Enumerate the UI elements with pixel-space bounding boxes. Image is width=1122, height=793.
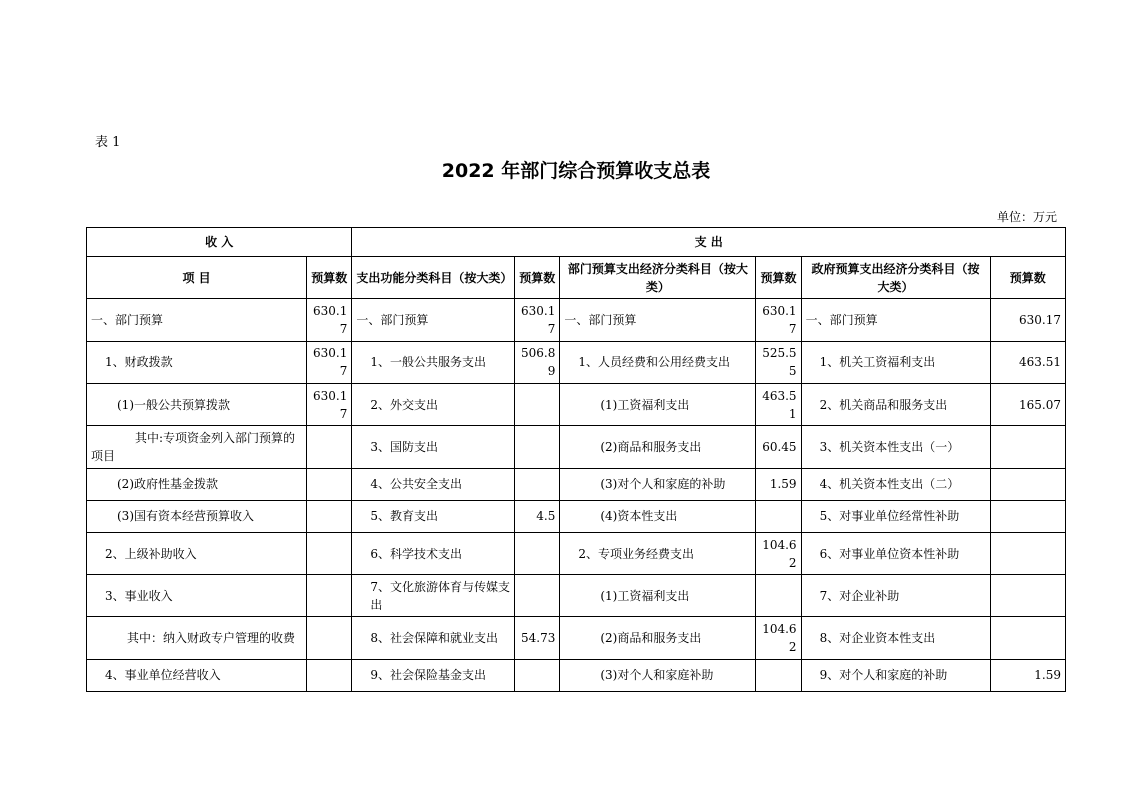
- gov-item: 2、机关商品和服务支出: [801, 383, 990, 425]
- gov-item: 9、对个人和家庭的补助: [801, 659, 990, 691]
- gov-amount: [990, 468, 1066, 500]
- dept-item: (2)商品和服务支出: [560, 426, 756, 468]
- income-item: 2、上级补助收入: [87, 532, 307, 574]
- header-row-1: [87, 228, 1066, 257]
- gov-item: 一、部门预算: [801, 299, 990, 341]
- gov-item: 8、对企业资本性支出: [801, 617, 990, 659]
- income-item: 1、财政拨款: [87, 341, 307, 383]
- income-item: 一、部门预算: [87, 299, 307, 341]
- table-row: [87, 532, 1066, 574]
- header-row-2: [87, 257, 1066, 299]
- table-row: [87, 659, 1066, 691]
- table-row: [87, 468, 1066, 500]
- dept-amount: 1.59: [756, 468, 801, 500]
- income-item: (2)政府性基金拨款: [87, 468, 307, 500]
- func-amount: [515, 575, 560, 617]
- table-row: [87, 617, 1066, 659]
- expense-header: 支 出: [352, 228, 1066, 257]
- gov-amount: [990, 500, 1066, 532]
- dept-item: (3)对个人和家庭补助: [560, 659, 756, 691]
- table-row: [87, 383, 1066, 425]
- func-class-header: 支出功能分类科目（按大类）: [352, 257, 515, 299]
- func-amount: [515, 532, 560, 574]
- gov-econ-header: 政府预算支出经济分类科目（按大类）: [801, 257, 990, 299]
- dept-item: (1)工资福利支出: [560, 575, 756, 617]
- gov-item: 6、对事业单位资本性补助: [801, 532, 990, 574]
- income-amount: 630.17: [307, 383, 352, 425]
- dept-amount: 104.62: [756, 617, 801, 659]
- item-header: 项 目: [87, 257, 307, 299]
- income-amount: [307, 468, 352, 500]
- gov-amount: 630.17: [990, 299, 1066, 341]
- dept-item: 一、部门预算: [560, 299, 756, 341]
- income-amount: [307, 659, 352, 691]
- func-amount: 54.73: [515, 617, 560, 659]
- func-item: 7、文化旅游体育与传媒支出: [352, 575, 515, 617]
- gov-item: 1、机关工资福利支出: [801, 341, 990, 383]
- dept-item: (4)资本性支出: [560, 500, 756, 532]
- gov-amount: [990, 617, 1066, 659]
- dept-amount: 463.51: [756, 383, 801, 425]
- dept-item: 2、专项业务经费支出: [560, 532, 756, 574]
- income-item: 3、事业收入: [87, 575, 307, 617]
- func-item: 8、社会保障和就业支出: [352, 617, 515, 659]
- income-item: 4、事业单位经营收入: [87, 659, 307, 691]
- dept-item: (1)工资福利支出: [560, 383, 756, 425]
- dept-amount: 60.45: [756, 426, 801, 468]
- dept-budget-header: 预算数: [756, 257, 801, 299]
- dept-amount: [756, 575, 801, 617]
- budget-table: [86, 227, 1066, 692]
- dept-amount: [756, 500, 801, 532]
- page-title: 2022 年部门综合预算收支总表: [441, 160, 711, 182]
- func-item: 2、外交支出: [352, 383, 515, 425]
- dept-amount: 104.62: [756, 532, 801, 574]
- func-amount: [515, 468, 560, 500]
- func-item: 9、社会保险基金支出: [352, 659, 515, 691]
- dept-amount: 630.17: [756, 299, 801, 341]
- gov-item: 3、机关资本性支出（一）: [801, 426, 990, 468]
- income-amount: 630.17: [307, 299, 352, 341]
- income-item: (3)国有资本经营预算收入: [87, 500, 307, 532]
- gov-amount: 463.51: [990, 341, 1066, 383]
- income-amount: 630.17: [307, 341, 352, 383]
- table-label: 表 1: [95, 135, 121, 150]
- func-item: 1、一般公共服务支出: [352, 341, 515, 383]
- func-amount: 630.17: [515, 299, 560, 341]
- gov-item: 5、对事业单位经常性补助: [801, 500, 990, 532]
- gov-item: 4、机关资本性支出（二）: [801, 468, 990, 500]
- gov-amount: [990, 532, 1066, 574]
- income-item: 其中：纳入财政专户管理的收费: [87, 617, 307, 659]
- func-budget-header: 预算数: [515, 257, 560, 299]
- func-amount: 4.5: [515, 500, 560, 532]
- table-row: [87, 500, 1066, 532]
- dept-amount: [756, 659, 801, 691]
- func-amount: 506.89: [515, 341, 560, 383]
- table-row: [87, 341, 1066, 383]
- func-amount: [515, 383, 560, 425]
- income-amount: [307, 575, 352, 617]
- unit-label: 单位：万元: [997, 210, 1058, 224]
- gov-budget-header: 预算数: [990, 257, 1066, 299]
- gov-amount: [990, 575, 1066, 617]
- income-item: 其中:专项资金列入部门预算的项目: [87, 426, 307, 468]
- gov-amount: [990, 426, 1066, 468]
- func-amount: [515, 426, 560, 468]
- table-row: [87, 426, 1066, 468]
- table-row: [87, 299, 1066, 341]
- func-item: 5、教育支出: [352, 500, 515, 532]
- dept-item: 1、人员经费和公用经费支出: [560, 341, 756, 383]
- func-item: 4、公共安全支出: [352, 468, 515, 500]
- dept-item: (3)对个人和家庭的补助: [560, 468, 756, 500]
- func-amount: [515, 659, 560, 691]
- dept-item: (2)商品和服务支出: [560, 617, 756, 659]
- income-amount: [307, 426, 352, 468]
- func-item: 一、部门预算: [352, 299, 515, 341]
- income-budget-header: 预算数: [307, 257, 352, 299]
- func-item: 6、科学技术支出: [352, 532, 515, 574]
- gov-amount: 165.07: [990, 383, 1066, 425]
- table-row: [87, 575, 1066, 617]
- income-amount: [307, 617, 352, 659]
- income-amount: [307, 500, 352, 532]
- func-item: 3、国防支出: [352, 426, 515, 468]
- dept-amount: 525.55: [756, 341, 801, 383]
- income-amount: [307, 532, 352, 574]
- dept-econ-header: 部门预算支出经济分类科目（按大类）: [560, 257, 756, 299]
- income-header: 收 入: [87, 228, 352, 257]
- gov-item: 7、对企业补助: [801, 575, 990, 617]
- gov-amount: 1.59: [990, 659, 1066, 691]
- income-item: (1)一般公共预算拨款: [87, 383, 307, 425]
